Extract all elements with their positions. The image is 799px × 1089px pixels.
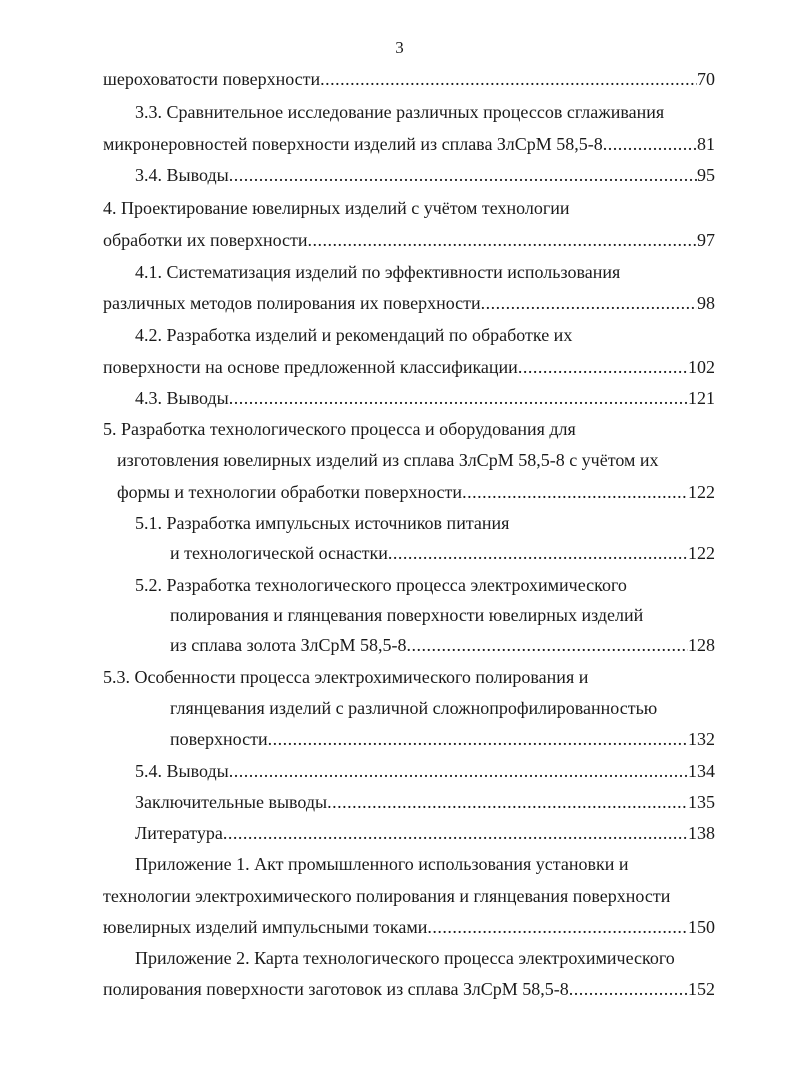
toc-entry-title: шероховатости поверхности xyxy=(103,69,321,89)
toc-entry-title: глянцевания изделий с различной сложнопрофилированностью xyxy=(170,698,658,718)
toc-entry xyxy=(103,418,576,440)
toc-entry-title: Литература xyxy=(135,823,223,843)
toc-entry-title: Приложение 2. Карта технологического процесса электрохимического xyxy=(135,948,675,968)
toc-leader-dots xyxy=(268,728,688,750)
toc-entry xyxy=(170,604,643,626)
toc-leader-dots xyxy=(603,133,697,155)
toc-entry-page: 135 xyxy=(688,792,715,812)
toc-leader-dots xyxy=(223,822,688,844)
toc-entry xyxy=(103,292,715,314)
toc-leader-dots xyxy=(229,164,697,186)
toc-entry-title: полирования поверхности заготовок из сплава ЗлСрМ 58,5-8 xyxy=(103,979,569,999)
toc-entry xyxy=(135,164,715,186)
toc-entry-title: Приложение 1. Акт промышленного использования установки и xyxy=(135,854,629,874)
toc-entry-title: 4.2. Разработка изделий и рекомендаций по обработке их xyxy=(135,325,573,345)
toc-entry xyxy=(103,978,715,1000)
toc-entry xyxy=(135,387,715,409)
toc-entry-page: 102 xyxy=(688,357,715,377)
toc-entry-page: 138 xyxy=(688,823,715,843)
toc-entry-page: 97 xyxy=(697,230,715,250)
toc-entry xyxy=(135,512,509,534)
toc-entry xyxy=(135,101,664,123)
toc-entry-page: 128 xyxy=(688,635,715,655)
toc-entry-page: 122 xyxy=(688,543,715,563)
toc-leader-dots xyxy=(229,760,688,782)
toc-entry xyxy=(135,822,715,844)
toc-entry xyxy=(103,197,570,219)
toc-entry-title: обработки их поверхности xyxy=(103,230,308,250)
toc-entry xyxy=(135,791,715,813)
toc-entry-title: 5.3. Особенности процесса электрохимического полирования и xyxy=(103,667,589,687)
toc-entry-title: полирования и глянцевания поверхности ювелирных изделий xyxy=(170,605,644,625)
toc-entry-title: микронеровностей поверхности изделий из сплава ЗлСрМ 58,5-8 xyxy=(103,134,603,154)
toc-leader-dots xyxy=(462,481,688,503)
toc-entry xyxy=(103,885,670,907)
toc-entry-title: ювелирных изделий импульсными токами xyxy=(103,917,428,937)
toc-entry-title: 5.2. Разработка технологического процесса электрохимического xyxy=(135,575,627,595)
toc-entry xyxy=(135,853,629,875)
toc-entry-title: и технологической оснастки xyxy=(170,543,388,563)
toc-entry-title: 5. Разработка технологического процесса и оборудования для xyxy=(103,419,576,439)
toc-leader-dots xyxy=(518,356,688,378)
toc-entry-title: изготовления ювелирных изделий из сплава ЗлСрМ 58,5-8 с учётом их xyxy=(117,450,659,470)
toc-entry xyxy=(117,449,659,471)
toc-entry-title: 3.3. Сравнительное исследование различных процессов сглаживания xyxy=(135,102,665,122)
toc-entry-page: 122 xyxy=(688,482,715,502)
toc-entry-page: 152 xyxy=(688,979,715,999)
toc-leader-dots xyxy=(481,292,697,314)
toc-entry xyxy=(103,68,715,90)
toc-entry xyxy=(103,916,715,938)
toc-entry-title: 5.4. Выводы xyxy=(135,761,229,781)
toc-leader-dots xyxy=(569,978,688,1000)
toc-entry-page: 81 xyxy=(697,134,715,154)
toc-entry-title: поверхности xyxy=(170,729,268,749)
toc-entry xyxy=(135,760,715,782)
toc-leader-dots xyxy=(427,916,688,938)
toc-entry-title: формы и технологии обработки поверхности xyxy=(117,482,463,502)
toc-entry xyxy=(103,133,715,155)
toc-entry-title: технологии электрохимического полирования и глянцевания поверхности xyxy=(103,886,671,906)
toc-entry-page: 98 xyxy=(697,293,715,313)
toc-entry xyxy=(170,728,715,750)
toc-entry-title: 4. Проектирование ювелирных изделий с учётом технологии xyxy=(103,198,570,218)
toc-entry xyxy=(170,542,715,564)
toc-entry-title: 4.1. Систематизация изделий по эффективности использования xyxy=(135,262,621,282)
toc-entry xyxy=(135,324,572,346)
toc-entry-title: Заключительные выводы xyxy=(135,792,328,812)
toc-entry-title: различных методов полирования их поверхности xyxy=(103,293,481,313)
toc-entry-page: 150 xyxy=(688,917,715,937)
toc-leader-dots xyxy=(308,229,697,251)
toc-entry-page: 121 xyxy=(688,388,715,408)
toc-entry-page: 132 xyxy=(688,729,715,749)
page-number: 3 xyxy=(395,38,404,57)
toc-leader-dots xyxy=(327,791,688,813)
toc-leader-dots xyxy=(406,634,688,656)
toc-entry-page: 95 xyxy=(697,165,715,185)
toc-entry xyxy=(135,574,627,596)
toc-entry-title: 3.4. Выводы xyxy=(135,165,229,185)
toc-entry xyxy=(103,666,588,688)
toc-entry xyxy=(103,356,715,378)
toc-entry xyxy=(135,261,620,283)
toc-entry-title: 5.1. Разработка импульсных источников питания xyxy=(135,513,510,533)
toc-leader-dots xyxy=(229,387,688,409)
toc-entry-page: 134 xyxy=(688,761,715,781)
toc-entry-title: из сплава золота ЗлСрМ 58,5-8 xyxy=(170,635,407,655)
toc-entry-title: поверхности на основе предложенной классификации xyxy=(103,357,518,377)
toc-entry-page: 70 xyxy=(697,69,715,89)
toc-entry xyxy=(170,634,715,656)
toc-entry xyxy=(103,229,715,251)
toc-entry-title: 4.3. Выводы xyxy=(135,388,229,408)
toc-leader-dots xyxy=(320,68,697,90)
toc-entry xyxy=(170,697,657,719)
toc-entry xyxy=(117,481,715,503)
toc-entry xyxy=(135,947,675,969)
toc-leader-dots xyxy=(388,542,688,564)
